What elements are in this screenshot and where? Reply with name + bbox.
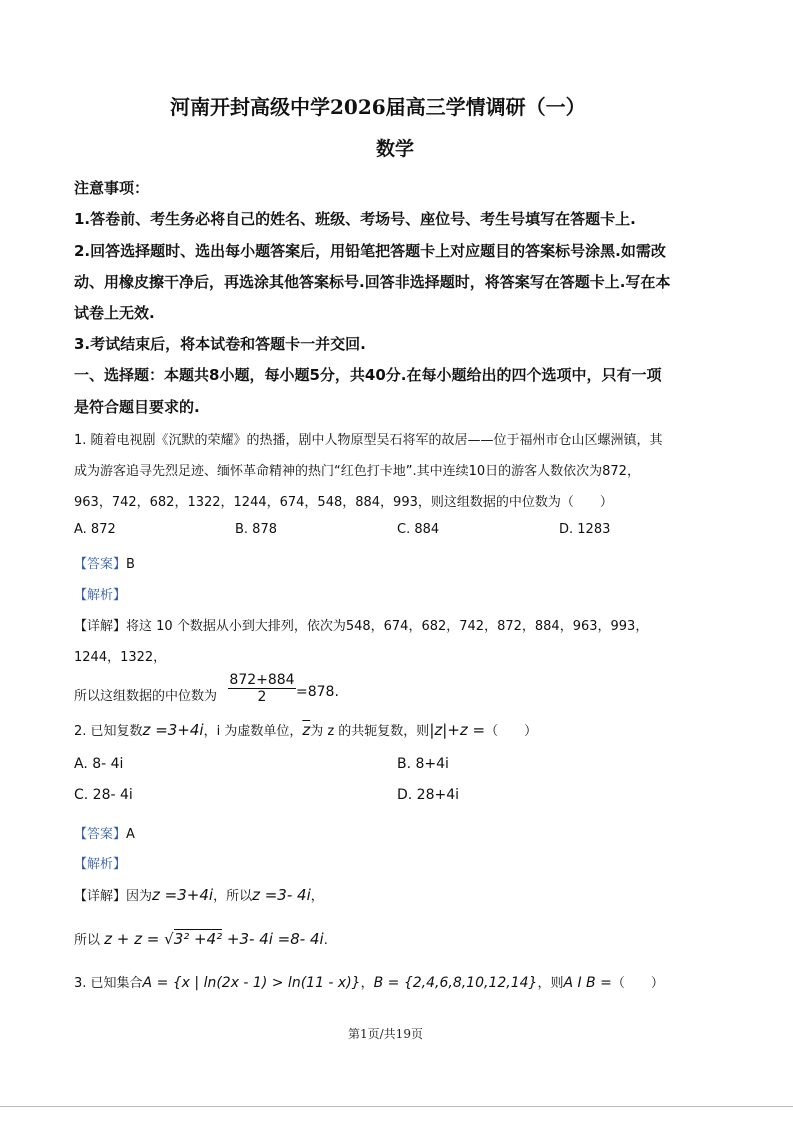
- q2-detail-line-2: [74, 929, 328, 948]
- detail-tag: 【详解】: [74, 889, 127, 904]
- q1-analysis-tag: 【解析】: [74, 588, 127, 603]
- q1-median-fraction: [228, 672, 296, 705]
- q1-detail-line-1: [74, 615, 648, 634]
- subject-title: 数学: [376, 138, 415, 160]
- answer-tag: 【答案】: [74, 557, 127, 572]
- q2-option-b: B. 8+4i: [397, 756, 449, 772]
- q1-stem-line-1: 1. 随着电视剧《沉默的荣耀》的热播，剧中人物原型吴石将军的故居——位于福州市仓山区螺洲镇，其: [74, 433, 663, 448]
- q2-option-c: C. 28- 4i: [74, 787, 133, 803]
- q2-stem-part: 2. 已知复数: [74, 724, 143, 739]
- q3-stem-part: 3. 已知集合: [74, 976, 143, 991]
- q2-detail-line-1: [74, 885, 324, 904]
- fraction-denominator: 2: [257, 689, 267, 705]
- notice-heading: 注意事项：: [74, 179, 150, 197]
- notice-item-2-line-3: 试卷上无效.: [74, 304, 155, 322]
- q1-option-b: B. 878: [235, 522, 277, 537]
- detail-math: z =3- 4i: [252, 886, 311, 904]
- q1-option-c: C. 884: [397, 522, 440, 537]
- detail-text: 将这 10 个数据从小到大排列，依次为548，674，682，742，872，884，963，993，: [126, 619, 649, 634]
- q1-answer: [74, 553, 135, 572]
- answer-value: A: [126, 827, 135, 842]
- q2-answer: [74, 823, 135, 842]
- detail-text: ，所以: [213, 889, 253, 904]
- q1-stem-line-2: 成为游客追寻先烈足迹、缅怀革命精神的热门“红色打卡地”.其中连续10日的游客人数依次为872，: [74, 464, 640, 479]
- q1-detail-line-2: 1244，1322，: [74, 650, 167, 665]
- q2-stem-part: ，i 为虚数单位，: [203, 724, 303, 739]
- q2-stem-part: 为 z 的共轭复数，则: [310, 724, 430, 739]
- q3-set-b: B = {2,4,6,8,10,12,14}: [373, 975, 538, 991]
- page-title: 河南开封高级中学2026届高三学情调研（一）: [170, 95, 586, 119]
- q3-stem-part: （ ）: [611, 976, 664, 991]
- section-heading-line-1: 一、选择题：本题共8小题，每小题5分，共40分.在每小题给出的四个选项中，只有一项: [74, 366, 662, 384]
- detail-math: z =3+4i: [152, 886, 214, 904]
- detail-text: 所以: [74, 933, 101, 948]
- q3-expression: A I B =: [563, 975, 612, 991]
- q1-option-d: D. 1283: [559, 522, 611, 537]
- q3-stem-part: ，: [360, 976, 374, 991]
- q2-conjugate-symbol: $\overline{z}$: [302, 721, 311, 739]
- page-footer: 第1页/共19页: [348, 1027, 423, 1041]
- q2-option-d: D. 28+4i: [397, 787, 460, 803]
- page-bottom-divider: [0, 1106, 793, 1107]
- answer-tag: 【答案】: [74, 827, 127, 842]
- notice-item-2-line-1: 2.回答选择题时、选出每小题答案后，用铅笔把答题卡上对应题目的答案标号涂黑.如需改: [74, 242, 666, 260]
- q2-z-equation: z =3+4i: [142, 721, 204, 739]
- notice-item-2-line-2: 动、用橡皮擦干净后，再选涂其他答案标号.回答非选择题时，将答案写在答题卡上.写在本: [74, 273, 671, 291]
- q1-detail-line-3-prefix: 所以这组数据的中位数为: [74, 689, 218, 704]
- q2-option-a: A. 8- 4i: [74, 756, 124, 772]
- detail-text: ，: [310, 889, 324, 904]
- q1-stem-line-3: 963，742，682，1322，1244，674，548，884，993，则这组数据的中位数为（ ）: [74, 495, 613, 510]
- detail-text: .: [323, 933, 328, 948]
- detail-math: +3- 4i =8- 4i: [222, 930, 324, 948]
- q3-set-a: A = {x | ln(2x - 1) > ln(11 - x)}: [142, 975, 361, 991]
- sqrt-radicand: 3² +4²: [173, 930, 223, 948]
- sqrt-symbol: √: [164, 930, 174, 948]
- answer-value: B: [126, 557, 135, 572]
- q1-option-a: A. 872: [74, 522, 116, 537]
- q1-detail-line-3-result: =878.: [296, 684, 339, 700]
- fraction-numerator: 872+884: [229, 672, 295, 688]
- q2-analysis-tag: 【解析】: [74, 857, 127, 872]
- detail-math: z + z =: [104, 930, 165, 948]
- q3-stem-part: ，则: [537, 976, 564, 991]
- q2-stem-part: （ ）: [485, 724, 538, 739]
- notice-item-1: 1.答卷前、考生务必将自己的姓名、班级、考场号、座位号、考生号填写在答题卡上.: [74, 210, 636, 228]
- q2-stem: [74, 720, 537, 739]
- detail-text: 因为: [126, 889, 153, 904]
- section-heading-line-2: 是符合题目要求的.: [74, 398, 200, 416]
- detail-tag: 【详解】: [74, 619, 127, 634]
- q3-stem: [74, 972, 664, 991]
- notice-item-3: 3.考试结束后，将本试卷和答题卡一并交回.: [74, 335, 366, 353]
- q2-expression: |z|+z =: [429, 721, 486, 739]
